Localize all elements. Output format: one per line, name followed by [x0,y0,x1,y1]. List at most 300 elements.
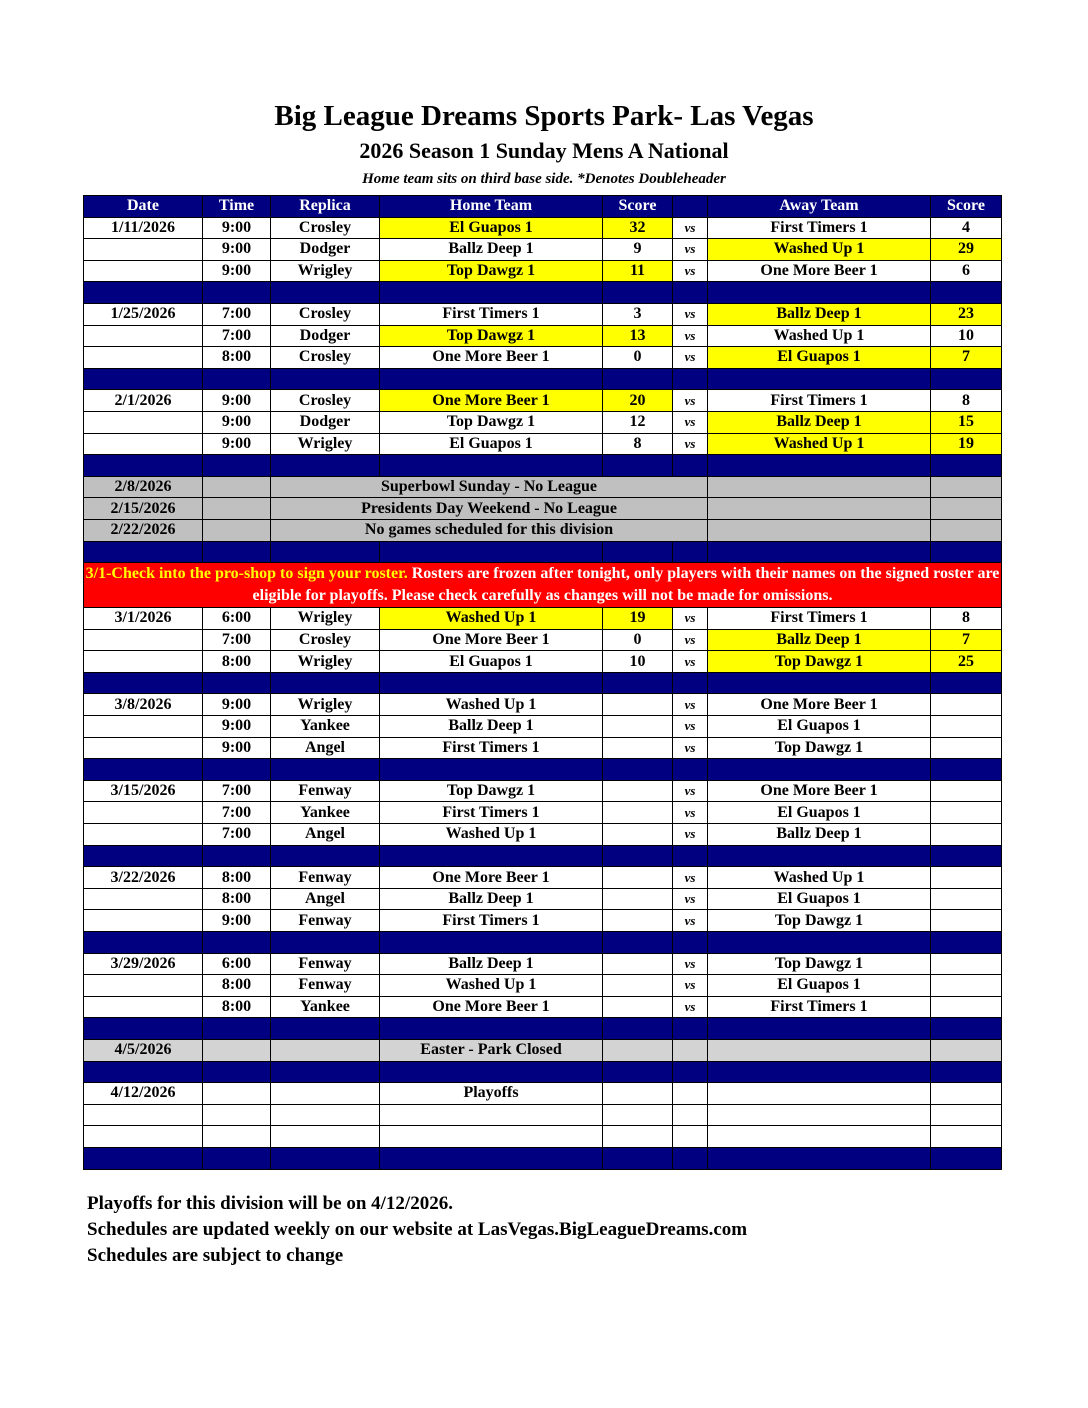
separator-cell [603,672,673,694]
game-replica: Fenway [271,910,380,932]
game-time: 7:00 [203,325,271,347]
away-score: 23 [931,303,1002,325]
separator-cell [708,1147,931,1169]
away-score [931,975,1002,997]
away-score [931,737,1002,759]
away-team: Washed Up 1 [708,239,931,261]
separator-cell [931,1147,1002,1169]
separator-cell [84,541,203,563]
separator-cell [380,845,603,867]
playoff-label: Playoffs [380,1083,603,1105]
off-date: 2/22/2026 [84,519,203,541]
col-away-team: Away Team [708,196,931,218]
separator-cell [84,282,203,304]
separator-cell [380,932,603,954]
vs-label: vs [673,608,708,630]
game-time: 7:00 [203,824,271,846]
separator-cell [380,1018,603,1040]
game-replica: Yankee [271,716,380,738]
col-date: Date [84,196,203,218]
separator-cell [380,759,603,781]
separator-cell [673,1018,708,1040]
separator-cell [203,541,271,563]
playoff-away [708,1083,931,1105]
header-row [84,196,1002,218]
separator-row [84,282,1002,304]
home-score [603,737,673,759]
separator-cell [380,455,603,477]
separator-cell [271,455,380,477]
home-score [603,910,673,932]
game-replica: Wrigley [271,433,380,455]
off-date: 2/8/2026 [84,476,203,498]
separator-cell [203,368,271,390]
separator-cell [203,282,271,304]
playoffs-row [84,1083,1002,1105]
off-away [708,519,931,541]
home-score: 0 [603,629,673,651]
vs-label: vs [673,888,708,910]
blank-cell [708,1126,931,1148]
game-replica: Crosley [271,217,380,239]
separator-cell [271,672,380,694]
vs-label: vs [673,217,708,239]
away-team: El Guapos 1 [708,888,931,910]
separator-cell [603,1147,673,1169]
col-vs [673,196,708,218]
home-score: 9 [603,239,673,261]
separator-cell [931,672,1002,694]
game-date [84,996,203,1018]
separator-row [84,1018,1002,1040]
off-time [203,498,271,520]
schedule-table [83,195,1002,1170]
blank-cell [673,1126,708,1148]
vs-label: vs [673,996,708,1018]
blank-cell [203,1104,271,1126]
separator-cell [673,759,708,781]
game-date [84,239,203,261]
game-time: 7:00 [203,303,271,325]
vs-label: vs [673,867,708,889]
away-team: Washed Up 1 [708,325,931,347]
game-time: 9:00 [203,910,271,932]
game-time: 9:00 [203,390,271,412]
home-score: 19 [603,608,673,630]
off-date: 2/15/2026 [84,498,203,520]
home-score: 0 [603,347,673,369]
home-team: Ballz Deep 1 [380,888,603,910]
blank-cell [271,1104,380,1126]
vs-label: vs [673,694,708,716]
game-date [84,716,203,738]
vs-label: vs [673,303,708,325]
separator-row [84,1061,1002,1083]
playoff-replica [271,1083,380,1105]
away-team: Top Dawgz 1 [708,651,931,673]
away-team: First Timers 1 [708,217,931,239]
home-score [603,694,673,716]
off-time [203,519,271,541]
separator-cell [84,672,203,694]
vs-label: vs [673,411,708,433]
separator-cell [673,1147,708,1169]
game-date [84,260,203,282]
away-score: 25 [931,651,1002,673]
away-score: 19 [931,433,1002,455]
notice-prefix: 3/1- [85,565,112,583]
game-replica: Angel [271,737,380,759]
blank-row [84,1126,1002,1148]
away-score [931,716,1002,738]
off-time [203,476,271,498]
home-team: Top Dawgz 1 [380,780,603,802]
separator-cell [708,932,931,954]
game-row [84,953,1002,975]
game-replica: Crosley [271,390,380,412]
separator-row [84,845,1002,867]
vs-label: vs [673,716,708,738]
vs-label: vs [673,802,708,824]
separator-cell [708,845,931,867]
away-score [931,888,1002,910]
separator-cell [203,455,271,477]
game-time: 6:00 [203,608,271,630]
away-score [931,996,1002,1018]
separator-cell [380,672,603,694]
away-score: 8 [931,390,1002,412]
game-replica: Dodger [271,239,380,261]
game-row [84,780,1002,802]
game-date [84,737,203,759]
game-replica: Dodger [271,411,380,433]
page-subtitle: 2026 Season 1 Sunday Mens A National [359,138,729,163]
game-row [84,325,1002,347]
closed-time [203,1039,271,1061]
home-score [603,824,673,846]
away-score: 4 [931,217,1002,239]
separator-cell [271,759,380,781]
page-title: Big League Dreams Sports Park- Las Vegas [274,100,814,132]
playoff-date: 4/12/2026 [84,1083,203,1105]
away-score: 8 [931,608,1002,630]
playoff-time [203,1083,271,1105]
away-team: Top Dawgz 1 [708,737,931,759]
separator-cell [380,282,603,304]
blank-cell [603,1104,673,1126]
separator-row [84,1147,1002,1169]
separator-cell [673,541,708,563]
game-row [84,239,1002,261]
off-away [708,476,931,498]
away-score [931,802,1002,824]
vs-label: vs [673,260,708,282]
game-date: 1/11/2026 [84,217,203,239]
separator-cell [271,1061,380,1083]
home-team: Washed Up 1 [380,694,603,716]
separator-cell [673,455,708,477]
game-row [84,867,1002,889]
separator-cell [931,932,1002,954]
away-team: First Timers 1 [708,996,931,1018]
separator-cell [84,368,203,390]
game-date: 3/29/2026 [84,953,203,975]
game-time: 6:00 [203,953,271,975]
game-replica: Fenway [271,953,380,975]
game-replica: Angel [271,888,380,910]
col-home-team: Home Team [380,196,603,218]
home-score [603,888,673,910]
home-team: Ballz Deep 1 [380,239,603,261]
game-date: 2/1/2026 [84,390,203,412]
away-team: One More Beer 1 [708,694,931,716]
roster-notice [84,563,1002,608]
game-date [84,888,203,910]
home-score [603,780,673,802]
home-score: 32 [603,217,673,239]
separator-cell [603,455,673,477]
away-team: Ballz Deep 1 [708,824,931,846]
closed-date: 4/5/2026 [84,1039,203,1061]
home-team: Washed Up 1 [380,975,603,997]
game-replica: Crosley [271,303,380,325]
away-score [931,910,1002,932]
game-row [84,651,1002,673]
separator-cell [673,1061,708,1083]
home-team: Top Dawgz 1 [380,260,603,282]
separator-cell [708,672,931,694]
blank-cell [271,1126,380,1148]
home-score: 10 [603,651,673,673]
game-date: 3/15/2026 [84,780,203,802]
game-time: 9:00 [203,260,271,282]
game-row [84,802,1002,824]
game-date [84,802,203,824]
blank-cell [84,1126,203,1148]
home-score [603,975,673,997]
separator-cell [84,932,203,954]
closed-message: Easter - Park Closed [380,1039,603,1061]
separator-cell [271,541,380,563]
game-date: 3/22/2026 [84,867,203,889]
off-score [931,476,1002,498]
home-team: One More Beer 1 [380,996,603,1018]
home-team: First Timers 1 [380,802,603,824]
separator-cell [931,541,1002,563]
off-message: No games scheduled for this division [271,519,708,541]
no-league-row [84,498,1002,520]
home-team: First Timers 1 [380,737,603,759]
separator-cell [673,368,708,390]
game-row [84,824,1002,846]
separator-cell [271,1018,380,1040]
notice-text: Rosters are frozen after tonight, only players with their names on the signed roster are eligible for playoffs. Please check carefully as changes will not be made for omissions. [252,565,1000,605]
closed-replica [271,1039,380,1061]
separator-cell [203,672,271,694]
away-team: One More Beer 1 [708,260,931,282]
separator-row [84,368,1002,390]
game-time: 9:00 [203,411,271,433]
separator-cell [931,455,1002,477]
game-row [84,260,1002,282]
game-row [84,629,1002,651]
closed-away [708,1039,931,1061]
game-time: 7:00 [203,802,271,824]
footer-playoffs: Playoffs for this division will be on 4/12/2026. [87,1193,453,1214]
vs-label: vs [673,780,708,802]
no-league-row [84,476,1002,498]
away-score: 7 [931,629,1002,651]
game-time: 8:00 [203,867,271,889]
game-replica: Wrigley [271,651,380,673]
away-team: Washed Up 1 [708,867,931,889]
home-team: El Guapos 1 [380,217,603,239]
separator-cell [708,759,931,781]
away-team: El Guapos 1 [708,347,931,369]
game-row [84,217,1002,239]
game-row [84,390,1002,412]
separator-cell [203,759,271,781]
game-row [84,716,1002,738]
game-date [84,347,203,369]
away-score [931,780,1002,802]
separator-cell [203,1061,271,1083]
game-row [84,888,1002,910]
game-time: 9:00 [203,239,271,261]
away-team: Ballz Deep 1 [708,629,931,651]
col-time: Time [203,196,271,218]
separator-cell [203,932,271,954]
home-team: Ballz Deep 1 [380,716,603,738]
away-score: 15 [931,411,1002,433]
separator-cell [271,932,380,954]
separator-cell [203,1147,271,1169]
home-team: One More Beer 1 [380,390,603,412]
game-date: 3/8/2026 [84,694,203,716]
game-row [84,347,1002,369]
game-replica: Yankee [271,996,380,1018]
home-team: Ballz Deep 1 [380,953,603,975]
game-replica: Wrigley [271,694,380,716]
separator-cell [603,845,673,867]
vs-label: vs [673,975,708,997]
separator-cell [931,1061,1002,1083]
separator-cell [84,759,203,781]
home-score: 8 [603,433,673,455]
separator-cell [708,1061,931,1083]
game-time: 9:00 [203,217,271,239]
home-score: 12 [603,411,673,433]
game-time: 9:00 [203,737,271,759]
off-away [708,498,931,520]
game-row [84,975,1002,997]
home-team: Washed Up 1 [380,824,603,846]
col-home-score: Score [603,196,673,218]
game-replica: Angel [271,824,380,846]
blank-cell [931,1104,1002,1126]
away-team: Ballz Deep 1 [708,303,931,325]
game-date [84,651,203,673]
blank-cell [380,1104,603,1126]
away-team: El Guapos 1 [708,802,931,824]
roster-notice-row [84,563,1002,608]
separator-cell [931,759,1002,781]
home-team: Washed Up 1 [380,608,603,630]
home-team: El Guapos 1 [380,651,603,673]
game-date [84,411,203,433]
separator-cell [708,282,931,304]
home-team: Top Dawgz 1 [380,411,603,433]
game-time: 9:00 [203,694,271,716]
separator-cell [673,845,708,867]
blank-cell [708,1104,931,1126]
col-replica: Replica [271,196,380,218]
separator-cell [708,455,931,477]
blank-cell [203,1126,271,1148]
game-time: 8:00 [203,347,271,369]
notice-highlight: Check into the pro-shop to sign your roster. [111,565,408,583]
vs-label: vs [673,347,708,369]
home-score: 3 [603,303,673,325]
away-score: 29 [931,239,1002,261]
game-time: 8:00 [203,888,271,910]
game-replica: Dodger [271,325,380,347]
game-replica: Fenway [271,975,380,997]
game-replica: Wrigley [271,608,380,630]
separator-cell [603,368,673,390]
separator-cell [380,1147,603,1169]
separator-cell [380,368,603,390]
game-replica: Fenway [271,780,380,802]
game-time: 8:00 [203,975,271,997]
blank-cell [380,1126,603,1148]
separator-cell [603,282,673,304]
away-score [931,824,1002,846]
separator-cell [931,1018,1002,1040]
off-score [931,519,1002,541]
blank-cell [603,1126,673,1148]
game-replica: Crosley [271,347,380,369]
game-row [84,694,1002,716]
home-score [603,802,673,824]
separator-cell [673,282,708,304]
separator-cell [271,1147,380,1169]
separator-cell [271,368,380,390]
off-score [931,498,1002,520]
game-time: 8:00 [203,996,271,1018]
away-team: Washed Up 1 [708,433,931,455]
separator-cell [603,759,673,781]
game-date [84,325,203,347]
home-team: One More Beer 1 [380,629,603,651]
no-league-row [84,519,1002,541]
game-row [84,303,1002,325]
footer-disclaimer: Schedules are subject to change [87,1245,344,1266]
game-row [84,737,1002,759]
vs-label: vs [673,433,708,455]
away-team: First Timers 1 [708,608,931,630]
separator-cell [84,1061,203,1083]
vs-label: vs [673,629,708,651]
off-message: Superbowl Sunday - No League [271,476,708,498]
col-away-score: Score [931,196,1002,218]
separator-row [84,759,1002,781]
away-score: 6 [931,260,1002,282]
playoff-vs [673,1083,708,1105]
away-score: 7 [931,347,1002,369]
separator-cell [708,1018,931,1040]
game-time: 9:00 [203,716,271,738]
